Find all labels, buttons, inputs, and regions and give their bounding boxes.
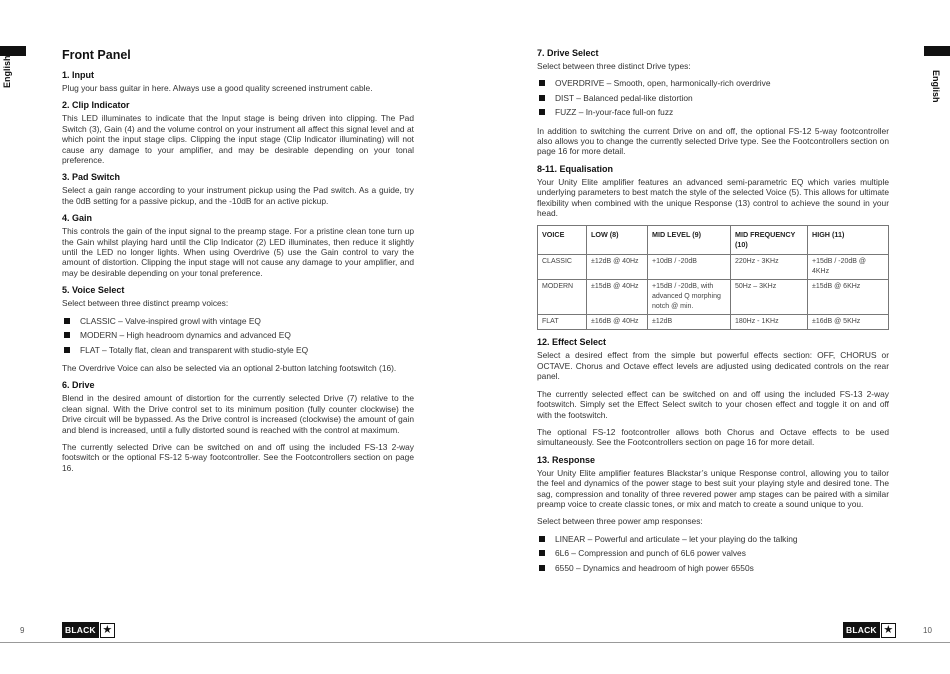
table-header: HIGH (11)	[808, 226, 889, 255]
table-cell: +15dB / -20dB @ 4KHz	[808, 255, 889, 280]
table-header: VOICE	[538, 226, 587, 255]
table-cell: ±12dB @ 40Hz	[587, 255, 648, 280]
table-header: MID FREQUENCY (10)	[731, 226, 808, 255]
right-column	[537, 46, 889, 581]
list-item: MODERN – High headroom dynamics and advanced EQ	[62, 330, 414, 340]
table-header: MID LEVEL (9)	[648, 226, 731, 255]
section-heading-drive: 6. Drive	[62, 380, 95, 391]
paragraph-pad: Select a gain range according to your instrument pickup using the Pad switch. As a guide, try the 0dB setting for a passive pickup, and the -10dB for an active pickup.	[62, 185, 414, 206]
paragraph-drive-2: The currently selected Drive can be switched on and off using the included FS-13 2-way footswitch or the optional FS-12 5-way footcontroller. See the Footcontrollers section on page 16.	[62, 441, 414, 473]
logo-text: BLACK	[62, 622, 99, 638]
list-item: FUZZ – In-your-face full-on fuzz	[537, 107, 889, 117]
page-number: 9	[20, 626, 25, 635]
section-heading-input: 1. Input	[62, 70, 94, 80]
list-item: CLASSIC – Valve-inspired growl with vintage EQ	[62, 316, 414, 326]
page-title: Front Panel	[62, 48, 131, 62]
paragraph-response-intro: Select between three power amp responses:	[537, 516, 703, 527]
table-cell: MODERN	[538, 280, 587, 315]
section-heading-clip: 2. Clip Indicator	[62, 100, 130, 111]
table-row	[538, 255, 889, 280]
table-cell: 180Hz - 1KHz	[731, 315, 808, 330]
drive-type-list	[537, 78, 889, 117]
language-tab-label: English	[931, 70, 941, 103]
list-item: LINEAR – Powerful and articulate – let your playing do the talking	[537, 534, 889, 544]
left-column	[62, 46, 414, 480]
section-heading-gain: 4. Gain	[62, 213, 93, 224]
paragraph-effect-2: The currently selected effect can be switched on and off using the included FS-13 2-way footswitch. Simply set the Effect Select switch to your chosen effect and toggle it on and off with the footswitch.	[537, 388, 889, 420]
section-heading-effect: 12. Effect Select	[537, 337, 607, 348]
language-tab-bar	[924, 46, 950, 56]
star-icon: ★	[881, 623, 896, 638]
list-item: 6L6 – Compression and punch of 6L6 power valves	[537, 548, 889, 558]
table-cell: CLASSIC	[538, 255, 587, 280]
section-heading-drive-select: 7. Drive Select	[537, 48, 599, 58]
voice-list	[62, 316, 414, 355]
section-heading-pad: 3. Pad Switch	[62, 172, 121, 183]
table-cell: ±15dB @ 40Hz	[587, 280, 648, 315]
paragraph-effect-3: The optional FS-12 footcontroller allows both Chorus and Octave effects to be used simultaneously. See the Footcontrollers section on page 16 for more detail.	[537, 426, 889, 448]
paragraph-voice-intro: Select between three distinct preamp voices:	[62, 298, 229, 309]
logo-text: BLACK	[843, 622, 880, 638]
table-cell: ±15dB @ 6KHz	[808, 280, 889, 315]
table-cell: ±16dB @ 5KHz	[808, 315, 889, 330]
paragraph-clip: This LED illuminates to indicate that the Input stage is being driven into clipping. The Pad Switch (3), Gain (4) and the volume control on your instrument all affect this signal level and at which point the input stage clips. Clipping the input stage (Clip Indicator illuminating) will not cause any damage to your amplifier, and may be desirable depending on your tonal preference.	[62, 113, 414, 166]
table-cell: +10dB / -20dB	[648, 255, 731, 280]
paragraph-input: Plug your bass guitar in here. Always use a good quality screened instrument cable.	[62, 83, 373, 93]
table-header: LOW (8)	[587, 226, 648, 255]
eq-table	[537, 225, 889, 330]
table-row	[538, 315, 889, 330]
page-number: 10	[923, 626, 932, 635]
paragraph-drive-select-intro: Select between three distinct Drive types:	[537, 61, 691, 71]
table-cell: 50Hz – 3KHz	[731, 280, 808, 315]
paragraph-gain: This controls the gain of the input signal to the preamp stage. For a pristine clean tone turn up the Gain whilst playing hard until the Clip Indicator (2) LED illuminates, then reduce it slightly until the LED no longer lights. When using Overdrive (5) use the Gain control to vary the amount of distortion. Clipping the input stage will not cause any damage to your amplifier, and may be desirable depending on your tonal preference.	[62, 226, 414, 278]
table-cell: +15dB / -20dB, with advanced Q morphing notch @ min.	[648, 280, 731, 315]
table-cell: ±16dB @ 40Hz	[587, 315, 648, 330]
table-cell: FLAT	[538, 315, 587, 330]
paragraph-eq: Your Unity Elite amplifier features an advanced semi-parametric EQ which varies multiple underlying parameters to best match the style of the selected Voice (5). This allows for ultimate flexibility when combined with the unique Response (13) control to achieve the sound in your head.	[537, 176, 889, 219]
blackstar-logo	[62, 622, 115, 638]
list-item: FLAT – Totally flat, clean and transparent with studio-style EQ	[62, 345, 414, 355]
table-header-row	[538, 226, 889, 255]
section-heading-response: 13. Response	[537, 454, 596, 465]
language-tab-label: English	[2, 55, 12, 88]
blackstar-logo	[843, 622, 896, 638]
list-item: DIST – Balanced pedal-like distortion	[537, 93, 889, 103]
table-row	[538, 280, 889, 315]
paragraph-drive-select-2: In addition to switching the current Drive on and off, the optional FS-12 5-way footcontroller also allows you to change the currently selected Drive type. See the Footcontrollers section on page 16 for more detail.	[537, 125, 889, 157]
star-icon: ★	[100, 623, 115, 638]
footer-rule	[475, 642, 950, 643]
footer-rule	[0, 642, 475, 643]
section-heading-voice: 5. Voice Select	[62, 285, 125, 296]
list-item: OVERDRIVE – Smooth, open, harmonically-rich overdrive	[537, 78, 889, 88]
paragraph-effect-1: Select a desired effect from the simple but powerful effects section: OFF, CHORUS or OCTAVE. Chorus and Octave effect levels are adjusted using dedicated controls on the rear panel.	[537, 350, 889, 382]
paragraph-response: Your Unity Elite amplifier features Blackstar’s unique Response control, allowing you to tailor the feel and dynamics of the power stage to best suit your playing style and desired tone. The sag, compression and tonality of three revered power amp stages can be paired with a similar preamp voice to create classic tones, or mix and match to create a sound unique to you.	[537, 467, 889, 509]
paragraph-drive-1: Blend in the desired amount of distortion for the currently selected Drive (7) relative to the clean signal. With the Drive control set to its minimum position (fully counter clockwise) the Drive circuit will be bypassed. As the Drive control is increased (clockwise) the amount of gain and blend is increased, until a fully distorted sound is reached with the control at maximum.	[62, 393, 414, 435]
response-list	[537, 534, 889, 573]
list-item: 6550 – Dynamics and headroom of high power 6550s	[537, 563, 889, 573]
paragraph-voice-footswitch: The Overdrive Voice can also be selected via an optional 2-button latching footswitch (16).	[62, 362, 397, 373]
section-heading-eq: 8-11. Equalisation	[537, 163, 614, 174]
table-cell: ±12dB	[648, 315, 731, 330]
right-page	[475, 0, 950, 674]
table-cell: 220Hz - 3KHz	[731, 255, 808, 280]
